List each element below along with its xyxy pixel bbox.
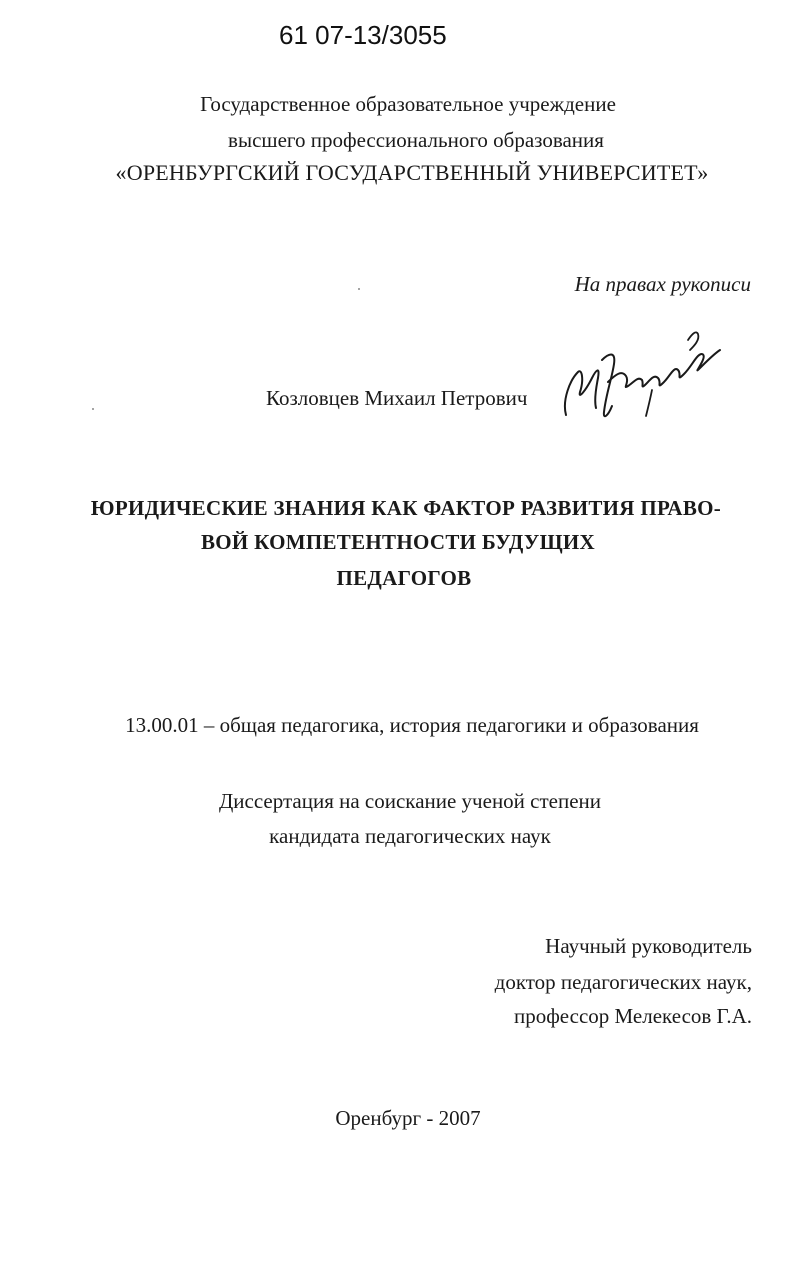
archive-stamp-number: 61 07-13/3055 (279, 20, 447, 50)
dissertation-title-line-3: ПЕДАГОГОВ (336, 566, 472, 590)
manuscript-rights-note: На правах рукописи (574, 272, 751, 296)
advisor-degree: доктор педагогических наук, (494, 970, 752, 994)
scan-speck (358, 288, 360, 290)
advisor-role: Научный руководитель (545, 934, 752, 958)
handwritten-signature (556, 320, 736, 430)
dissertation-title-line-2: ВОЙ КОМПЕТЕНТНОСТИ БУДУЩИХ (200, 530, 596, 554)
scan-speck (92, 408, 94, 410)
institution-line-2: высшего профессионального образования (228, 128, 604, 152)
place-and-year: Оренбург - 2007 (335, 1106, 481, 1130)
degree-line-2: кандидата педагогических наук (269, 824, 551, 848)
author-name: Козловцев Михаил Петрович (266, 386, 528, 410)
specialty-code: 13.00.01 – общая педагогика, история педагогики и образования (125, 713, 699, 737)
dissertation-title-line-1: ЮРИДИЧЕСКИЕ ЗНАНИЯ КАК ФАКТОР РАЗВИТИЯ ПРАВО- (90, 496, 722, 520)
degree-line-1: Диссертация на соискание ученой степени (218, 789, 602, 813)
institution-name: «ОРЕНБУРГСКИЙ ГОСУДАРСТВЕННЫЙ УНИВЕРСИТЕТ» (115, 160, 709, 185)
institution-line-1: Государственное образовательное учреждение (200, 92, 616, 116)
advisor-name: профессор Мелекесов Г.А. (513, 1004, 752, 1028)
